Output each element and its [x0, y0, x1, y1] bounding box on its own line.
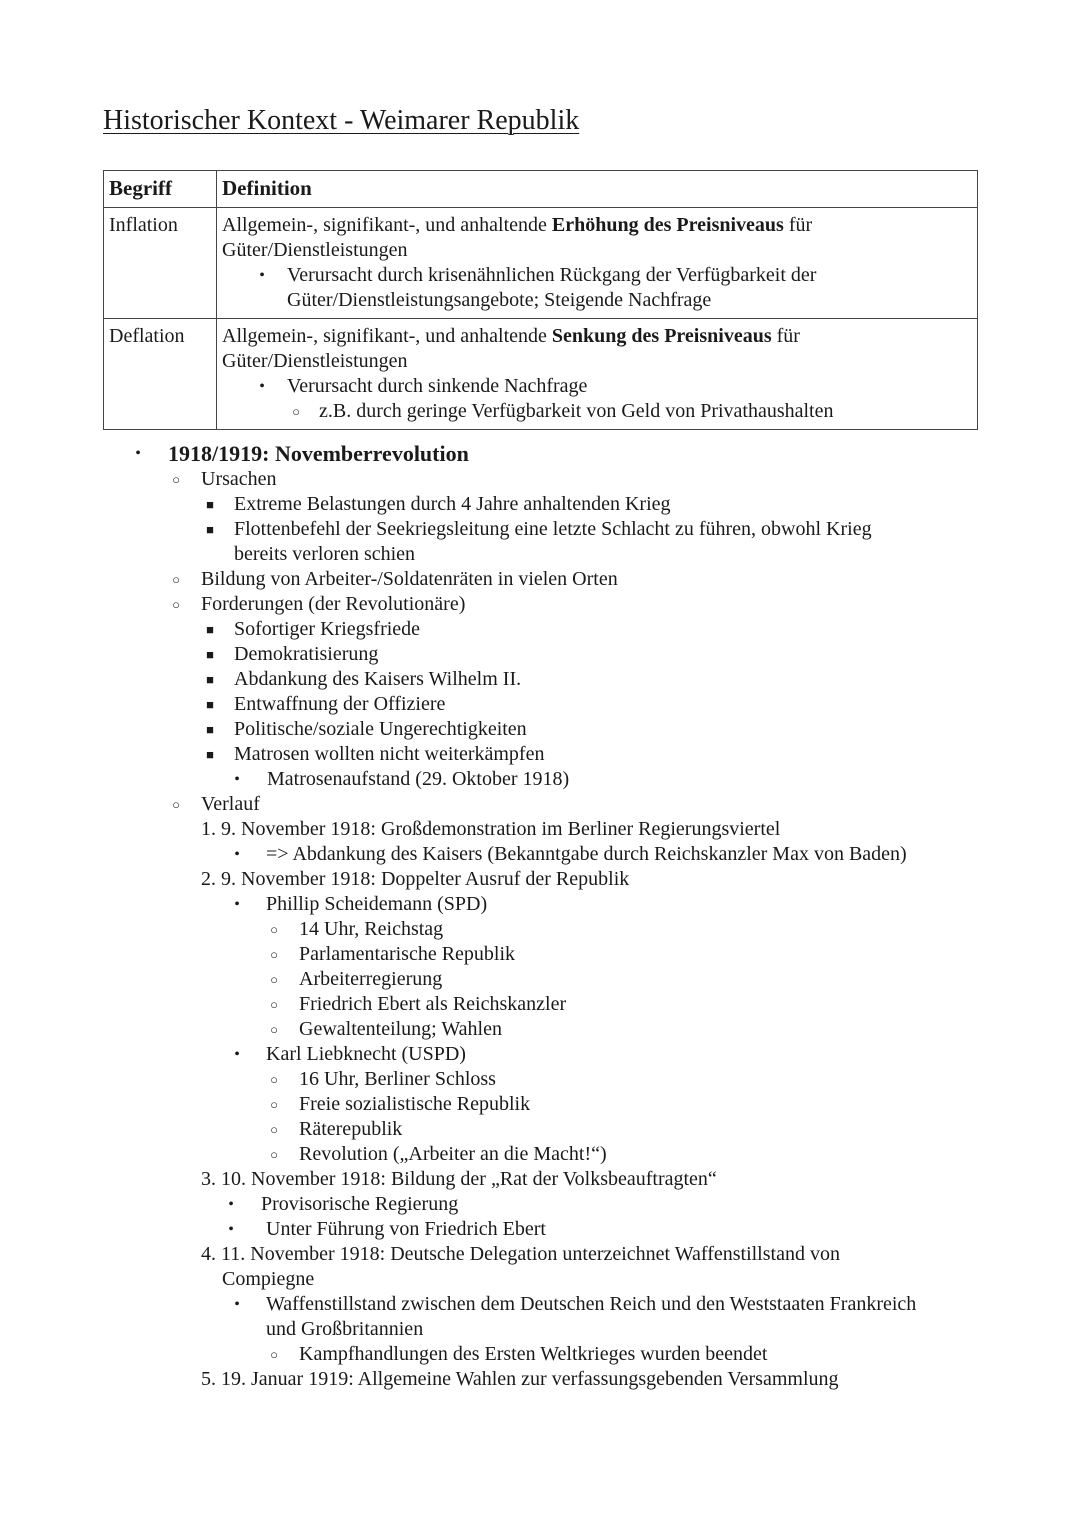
- circle-bullet-icon: ○: [270, 997, 278, 1012]
- square-bullet-icon: ■: [206, 647, 214, 662]
- header-begriff: Begriff: [104, 171, 217, 208]
- list-item: Demokratisierung: [234, 643, 379, 665]
- list-item: Provisorische Regierung: [261, 1193, 459, 1215]
- circle-bullet-icon: ○: [270, 972, 278, 987]
- page-title: Historischer Kontext - Weimarer Republik: [103, 105, 580, 136]
- definition-table: [103, 170, 978, 430]
- square-bullet-icon: ■: [206, 722, 214, 737]
- table-row-inflation: [104, 208, 978, 319]
- list-item: Friedrich Ebert als Reichskanzler: [299, 993, 567, 1015]
- list-item: 3. 10. November 1918: Bildung der „Rat der Volksbeauftragten“: [201, 1168, 717, 1190]
- list-item: 4. 11. November 1918: Deutsche Delegation unterzeichnet Waffenstillstand von: [201, 1243, 840, 1265]
- list-item: und Großbritannien: [266, 1318, 424, 1340]
- definition-inflation: Allgemein-, signifikant-, und anhaltende Erhöhung des Preisniveaus für Güter/Dienstleistungen • Verursacht durch krisenähnlichen Rückgang der Verfügbarkeit der Güter/Dienstleistungsangebote; Steigende Nachfrage: [217, 208, 978, 319]
- circle-bullet-icon: ○: [172, 597, 180, 612]
- table-row-deflation: [104, 319, 978, 430]
- circle-bullet-icon: ○: [270, 1122, 278, 1137]
- list-item: Forderungen (der Revolutionäre): [201, 593, 466, 615]
- header-definition: Definition: [217, 171, 978, 208]
- square-bullet-icon: ■: [206, 747, 214, 762]
- bullet-icon: •: [234, 1296, 240, 1313]
- bullet-icon: •: [234, 846, 240, 863]
- list-item: Unter Führung von Friedrich Ebert: [266, 1218, 546, 1240]
- list-item: Freie sozialistische Republik: [299, 1093, 531, 1115]
- list-item: Bildung von Arbeiter-/Soldatenräten in vielen Orten: [201, 568, 618, 590]
- bullet-icon: •: [135, 445, 141, 462]
- circle-bullet-icon: ○: [172, 472, 180, 487]
- list-item: Extreme Belastungen durch 4 Jahre anhaltenden Krieg: [234, 493, 671, 515]
- list-item: Karl Liebknecht (USPD): [266, 1043, 466, 1065]
- circle-bullet-icon: ○: [270, 1347, 278, 1362]
- bullet-icon: •: [234, 771, 240, 788]
- list-item: Kampfhandlungen des Ersten Weltkrieges wurden beendet: [299, 1343, 768, 1365]
- bullet-icon: •: [228, 1221, 234, 1238]
- list-item: bereits verloren schien: [234, 543, 416, 565]
- list-item: 14 Uhr, Reichstag: [299, 918, 444, 940]
- section-heading: 1918/1919: Novemberrevolution: [168, 441, 469, 466]
- list-item: Revolution („Arbeiter an die Macht!“): [299, 1143, 607, 1165]
- square-bullet-icon: ■: [206, 697, 214, 712]
- list-item: 1. 9. November 1918: Großdemonstration im Berliner Regierungsviertel: [201, 818, 781, 840]
- circle-bullet-icon: ○: [172, 572, 180, 587]
- list-item: 16 Uhr, Berliner Schloss: [299, 1068, 496, 1090]
- circle-bullet-icon: ○: [270, 1097, 278, 1112]
- list-item: Waffenstillstand zwischen dem Deutschen Reich und den Weststaaten Frankreich: [266, 1293, 917, 1315]
- square-bullet-icon: ■: [206, 622, 214, 637]
- list-item: Politische/soziale Ungerechtigkeiten: [234, 718, 527, 740]
- circle-bullet-icon: ○: [270, 1072, 278, 1087]
- term-inflation: Inflation: [104, 208, 217, 319]
- list-item: 5. 19. Januar 1919: Allgemeine Wahlen zur verfassungsgebenden Versammlung: [201, 1368, 839, 1390]
- list-item: Abdankung des Kaisers Wilhelm II.: [234, 668, 522, 690]
- list-item: Phillip Scheidemann (SPD): [266, 893, 488, 915]
- list-item: Verlauf: [201, 793, 260, 815]
- list-item: => Abdankung des Kaisers (Bekanntgabe durch Reichskanzler Max von Baden): [266, 843, 907, 865]
- circle-bullet-icon: ○: [172, 797, 180, 812]
- term-deflation: Deflation: [104, 319, 217, 430]
- square-bullet-icon: ■: [206, 522, 214, 537]
- list-item: Arbeiterregierung: [299, 968, 443, 990]
- circle-bullet-icon: ○: [270, 922, 278, 937]
- definition-deflation: Allgemein-, signifikant-, und anhaltende Senkung des Preisniveaus für Güter/Dienstleistungen • Verursacht durch sinkende Nachfrage ○ z.B. durch geringe Verfügbarkeit von Geld von Privathaushalten: [217, 319, 978, 430]
- bullet-icon: •: [234, 1046, 240, 1063]
- circle-bullet-icon: ○: [270, 1147, 278, 1162]
- list-item: Sofortiger Kriegsfriede: [234, 618, 421, 640]
- bullet-icon: •: [234, 896, 240, 913]
- list-item: Matrosen wollten nicht weiterkämpfen: [234, 743, 545, 765]
- list-item: Entwaffnung der Offiziere: [234, 693, 446, 715]
- list-item: 2. 9. November 1918: Doppelter Ausruf der Republik: [201, 868, 630, 890]
- list-item: Ursachen: [201, 468, 277, 490]
- circle-bullet-icon: ○: [270, 947, 278, 962]
- bullet-icon: •: [228, 1196, 234, 1213]
- list-item: Räterepublik: [299, 1118, 403, 1140]
- list-item: Flottenbefehl der Seekriegsleitung eine letzte Schlacht zu führen, obwohl Krieg: [234, 518, 872, 540]
- square-bullet-icon: ■: [206, 672, 214, 687]
- square-bullet-icon: ■: [206, 497, 214, 512]
- list-item: Compiegne: [222, 1268, 315, 1290]
- table-header-row: [104, 171, 978, 208]
- list-item: Parlamentarische Republik: [299, 943, 516, 965]
- list-item: Matrosenaufstand (29. Oktober 1918): [267, 768, 570, 790]
- circle-bullet-icon: ○: [270, 1022, 278, 1037]
- list-item: Gewaltenteilung; Wahlen: [299, 1018, 502, 1040]
